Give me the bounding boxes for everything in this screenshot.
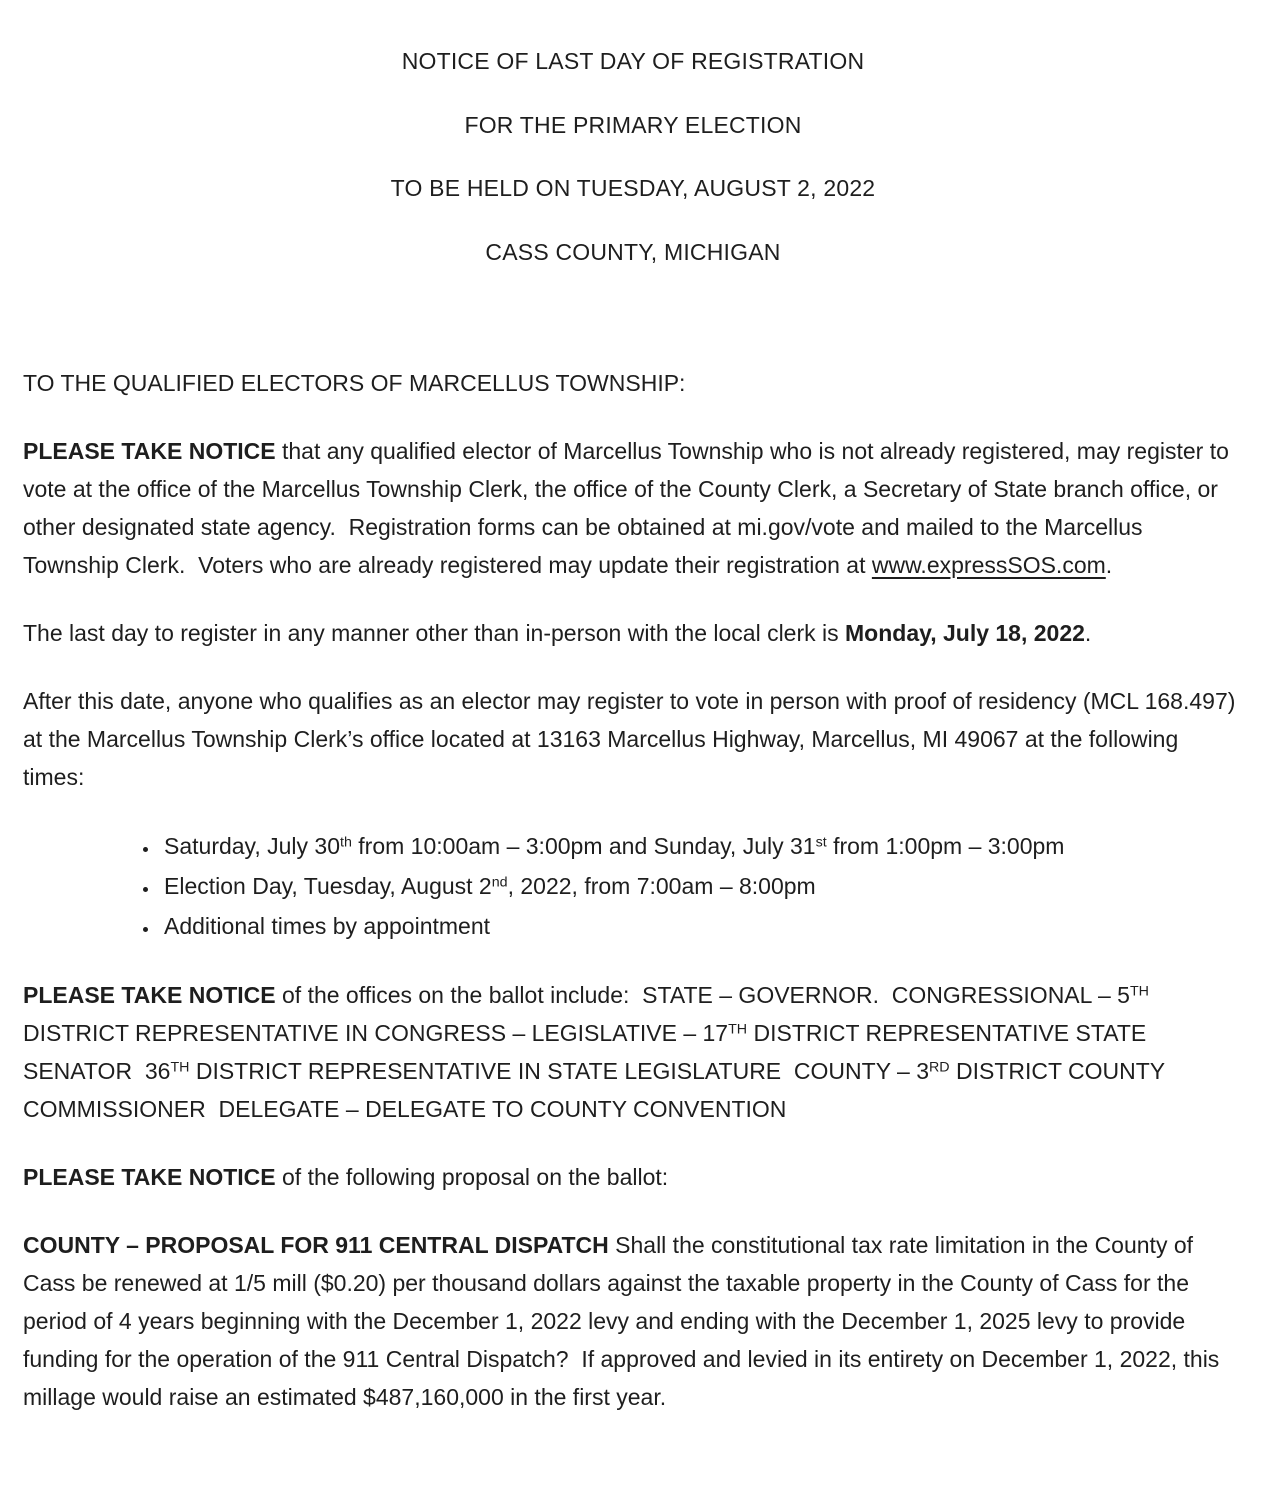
expresssos-link[interactable]: www.expressSOS.com <box>871 552 1106 578</box>
list-item-by-appointment: • Additional times by appointment <box>160 906 1243 946</box>
paragraph-notice-register: PLEASE TAKE NOTICE that any qualified elector of Marcellus Township who is not already registered, may register to vote at the office of the Marcellus Township Clerk, the office of the County Clerk, a Secretary of State branch office, or other designated state agency. Registration forms can be obtained at mi.gov/vote and mailed to the Marcellus Township Clerk. Voters who are already registered may update their registration at www.expressSOS.com. <box>23 438 1236 578</box>
list-item-election-day-hours: • Election Day, Tuesday, August 2nd, 2022, from 7:00am – 8:00pm <box>160 866 1243 906</box>
paragraph-proposal-911-dispatch: COUNTY – PROPOSAL FOR 911 CENTRAL DISPATCH Shall the constitutional tax rate limitation in the County of Cass be renewed at 1/5 mill ($0.20) per thousand dollars against the taxable property in the County of Cass for the period of 4 years beginning with the December 1, 2022 levy and ending with the December 1, 2025 levy to provide funding for the operation of the 911 Central Dispatch? If approved and levied in its entirety on December 1, 2022, this millage would raise an estimated $487,160,000 in the first year. <box>23 1232 1226 1410</box>
document-title-line-3: TO BE HELD ON TUESDAY, AUGUST 2, 2022 <box>390 175 876 201</box>
salutation: TO THE QUALIFIED ELECTORS OF MARCELLUS TOWNSHIP: <box>23 370 686 396</box>
registration-times-list <box>23 826 1243 946</box>
paragraph-proposal-intro: PLEASE TAKE NOTICE of the following proposal on the ballot: <box>23 1164 669 1190</box>
list-item-weekend-hours: • Saturday, July 30th from 10:00am – 3:00pm and Sunday, July 31st from 1:00pm – 3:00pm <box>160 826 1243 866</box>
document-title-line-1: NOTICE OF LAST DAY OF REGISTRATION <box>401 48 865 74</box>
document-header <box>23 30 1243 284</box>
paragraph-offices-on-ballot: PLEASE TAKE NOTICE of the offices on the ballot include: STATE – GOVERNOR. CONGRESSIONAL – 5TH DISTRICT REPRESENTATIVE IN CONGRESS – LEGISLATIVE – 17TH DISTRICT REPRESENTATIVE STATE SENATOR 36TH DISTRICT REPRESENTATIVE IN STATE LEGISLATURE COUNTY – 3RD DISTRICT COUNTY COMMISSIONER DELEGATE – DELEGATE TO COUNTY CONVENTION <box>23 982 1172 1122</box>
document-title-line-4: CASS COUNTY, MICHIGAN <box>485 238 781 265</box>
paragraph-after-date: After this date, anyone who qualifies as an elector may register to vote in person with proof of residency (MCL 168.497) at the Marcellus Township Clerk’s office located at 13163 Marcellus Highway, Marcellus, MI 49067 at the following times: <box>23 688 1242 790</box>
paragraph-last-day: The last day to register in any manner other than in-person with the local clerk is Monday, July 18, 2022. <box>23 620 1092 646</box>
document-body <box>23 364 1243 1416</box>
document-title-line-2: FOR THE PRIMARY ELECTION <box>464 111 802 138</box>
